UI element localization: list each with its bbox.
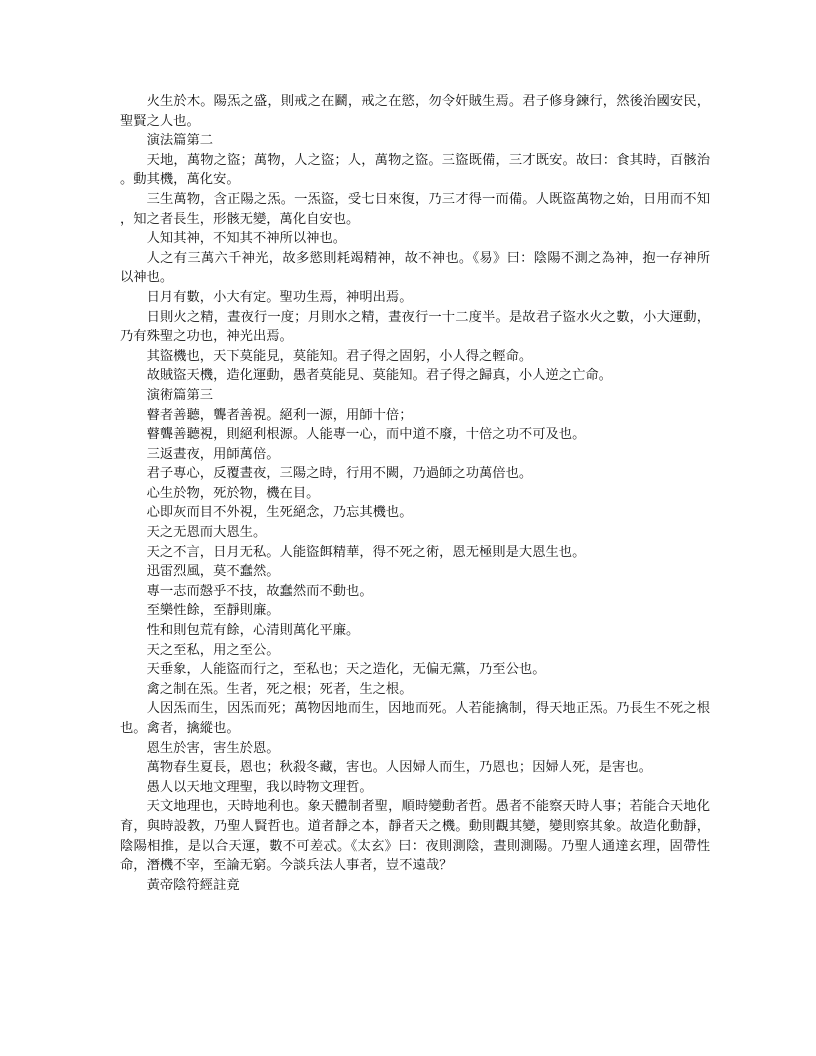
paragraph-supreme-joy: 至樂性餘，至靜則廉。 [146, 603, 280, 619]
paragraph-heart-ash: 心即灰而目不外視，生死絕念，乃忘其機也。 [146, 505, 413, 521]
paragraph-sun-moon-numbers: 日月有數，小大有定。聖功生焉，神明出焉。 [146, 289, 413, 305]
paragraph-heart-born-of-things: 心生於物，死於物，機在目。 [146, 485, 320, 501]
paragraph-fool-sage: 愚人以天地文理聖，我以時物文理哲。 [146, 779, 373, 795]
paragraph-sun-fire-essence: 日則火之精，晝夜行一度；月則水之精，晝夜行一十二度半。是故君子盜水火之數，小大運動，乃有殊聖之功也，神光出焉。 [120, 309, 710, 345]
paragraph-heaven-silent: 天之不言，日月无私。人能盜餌精華，得不死之術，恩无極則是大恩生也。 [146, 544, 586, 560]
paragraph-life-by-qi: 人因炁而生，因炁而死；萬物因地而生，因地而死。人若能擒制，得天地正炁。乃長生不死之根也。禽者，擒縱也。 [120, 701, 710, 736]
paragraph-single-will: 專一志而慤乎不技，故蠢然而不動也。 [146, 583, 373, 599]
paragraph-heaven-no-grace: 天之无恩而大恩生。 [146, 525, 267, 541]
paragraph-stealing-mechanism: 其盜機也，天下莫能見，莫能知。君子得之固躬，小人得之輕命。 [146, 348, 533, 364]
paragraph-nature-harmony: 性和則包荒有餘，心清則萬化平廉。 [146, 623, 360, 639]
paragraph-thieves-heavenly-mechanism: 故賊盜天機，造化運動，愚者莫能見、莫能知。君子得之歸真，小人逆之亡命。 [146, 368, 612, 384]
paragraph-heaven-private: 天之至私，用之至公。 [146, 642, 280, 658]
paragraph-fire-born-of-wood: 火生於木。陽炁之盛，則戒之在鬬，戒之在慾，勿令奸賊生焉。君子修身鍊行，然後治國安民，聖賢之人也。 [120, 94, 710, 129]
document-page [120, 92, 710, 895]
paragraph-heaven-signs: 天垂象，人能盜而行之，至私也；天之造化，无偏无黨，乃至公也。 [146, 662, 546, 678]
paragraph-gentleman-focus: 君子專心，反覆晝夜，三陽之時，行用不闕，乃過師之功萬倍也。 [146, 466, 533, 482]
paragraph-thunder-wind: 迅雷烈風，莫不蠢然。 [146, 564, 280, 580]
paragraph-birds-control: 禽之制在炁。生者，死之根；死者，生之根。 [146, 681, 413, 697]
paragraph-grace-from-harm: 恩生於害，害生於恩。 [146, 740, 280, 756]
section-heading-yanshu: 演術篇第三 [146, 387, 214, 403]
paragraph-three-gives-birth: 三生萬物，含正陽之炁。一炁盜，受七日來復，乃三才得一而備。人既盜萬物之始，日用而不知，知之者長生，形骸无變，萬化自安也。 [120, 191, 710, 227]
paragraph-blind-deaf-commentary: 瞽聾善聽視，則絕利根源。人能專一心，而中道不廢，十倍之功不可及也。 [146, 427, 586, 443]
paragraph-three-thieves: 天地，萬物之盜；萬物，人之盜；人，萬物之盜。三盜既備，三才既安。故曰：食其時，百骸治。動其機，萬化安。 [120, 152, 710, 188]
section-heading-yanfa: 演法篇第二 [146, 133, 214, 149]
paragraph-commentary-end: 黃帝陰符經註竟 [146, 877, 240, 893]
paragraph-astronomy-geography: 天文地理也，天時地利也。象天體制者聖，順時變動者哲。愚者不能察天時人事；若能合天地化育，與時設教，乃聖人賢哲也。道者靜之本，靜者天之機。動則觀其變，變則察其象。故造化動靜，陰陽相推，是以合天運，數不可差忒。《太玄》曰：夜則測陰，晝則測陽。乃聖人通達玄理，固帶性命，潛機不宰，至論无窮。今談兵法人事者，豈不遠哉？ [120, 799, 710, 874]
paragraph-blind-hear: 瞽者善聽，聾者善視。絕利一源，用師十倍； [146, 407, 413, 423]
paragraph-seasons: 萬物春生夏長，恩也；秋殺冬藏，害也。人因婦人而生，乃恩也；因婦人死，是害也。 [146, 760, 652, 776]
paragraph-knows-spirit: 人知其神，不知其不神所以神也。 [146, 231, 347, 247]
paragraph-three-returns: 三返晝夜，用師萬倍。 [146, 446, 280, 462]
paragraph-spirit-light: 人之有三萬六千神光，故多慾則耗竭精神，故不神也。《易》曰：陰陽不測之為神，抱一存神所以神也。 [120, 250, 710, 286]
